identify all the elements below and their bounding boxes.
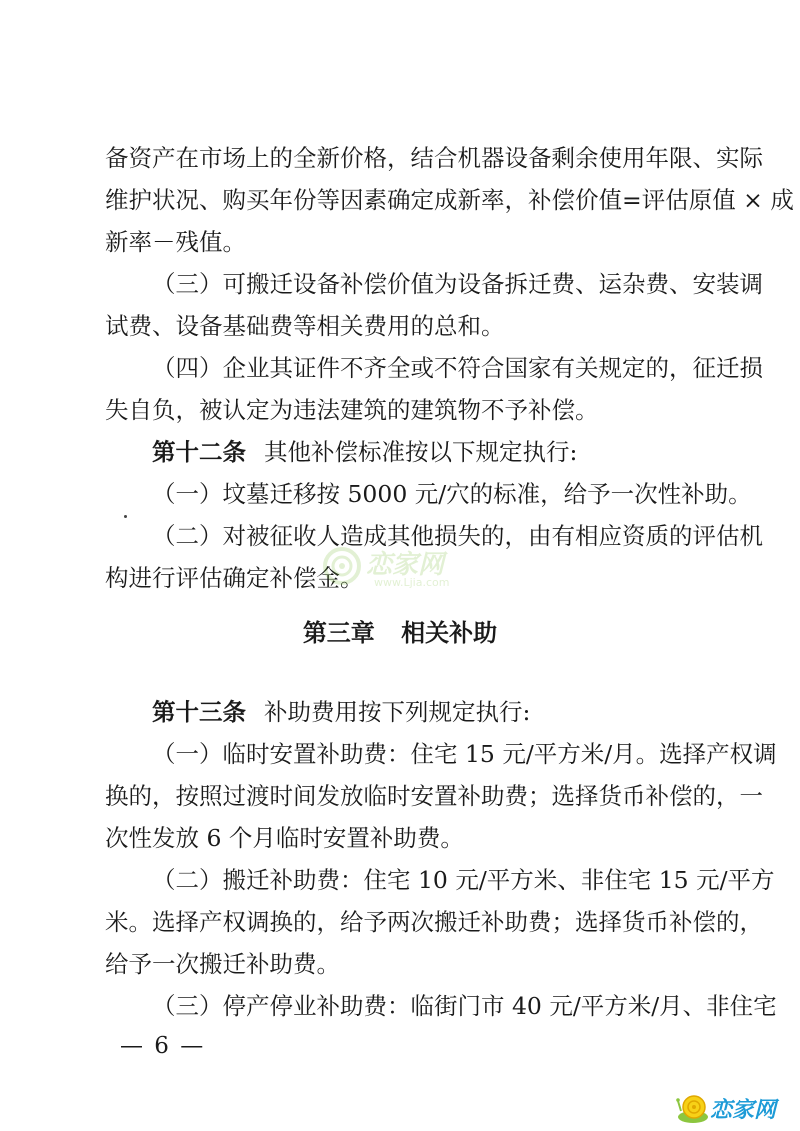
article-13-body: 补助费用按下列规定执行: [264, 698, 531, 726]
text-line: 新率－残值。 [105, 228, 246, 256]
text-line: （三）停产停业补助费：临街门市 40 元/平方米/月、非住宅 [152, 992, 777, 1020]
article-12-heading: 第十二条 [152, 438, 246, 466]
text-line: 米。选择产权调换的，给予两次搬迁补助费；选择货币补偿的， [105, 908, 763, 936]
text-line: （四）企业其证件不齐全或不符合国家有关规定的，征迁损 [152, 354, 763, 382]
text-line: （二）搬迁补助费：住宅 10 元/平方米、非住宅 15 元/平方 [152, 866, 775, 894]
snail-logo-icon [318, 542, 364, 588]
text-line: 维护状况、购买年份等因素确定成新率，补偿价值=评估原值 × 成 [105, 186, 794, 214]
text-line: 备资产在市场上的全新价格，结合机器设备剩余使用年限、实际 [105, 144, 763, 172]
article-12-body: 其他补偿标准按以下规定执行: [264, 438, 578, 466]
corner-logo-brand: 恋家网 [710, 1098, 777, 1123]
article-12 [152, 437, 705, 467]
text-line: 构进行评估确定补偿金。 [105, 564, 364, 592]
text-line: （一）坟墓迁移按 5000 元/穴的标准，给予一次性补助。 [152, 480, 752, 508]
text-line: 失自负，被认定为违法建筑的建筑物不予补偿。 [105, 396, 599, 424]
article-13 [152, 697, 705, 727]
snail-logo-icon [676, 1091, 710, 1125]
text-line: 换的，按照过渡时间发放临时安置补助费；选择货币补偿的，一 [105, 782, 763, 810]
text-line: （二）对被征收人造成其他损失的，由有相应资质的评估机 [152, 522, 763, 550]
text-line: 次性发放 6 个月临时安置补助费。 [105, 824, 464, 852]
chapter-title: 第三章 相关补助 [302, 619, 498, 647]
article-13-heading: 第十三条 [152, 698, 246, 726]
watermark-brand: 恋家网 [366, 550, 445, 580]
corner-logo [676, 1091, 794, 1127]
text-line: （一）临时安置补助费：住宅 15 元/平方米/月。选择产权调 [152, 740, 777, 768]
text-line: 试费、设备基础费等相关费用的总和。 [105, 312, 505, 340]
page-number: — 6 — [120, 1033, 206, 1059]
watermark [318, 542, 468, 594]
watermark-url: www.Ljia.com [374, 576, 450, 589]
text-line: （三）可搬迁设备补偿价值为设备拆迁费、运杂费、安装调 [152, 270, 763, 298]
text-line: 给予一次搬迁补助费。 [105, 950, 340, 978]
scan-speck [124, 515, 127, 518]
